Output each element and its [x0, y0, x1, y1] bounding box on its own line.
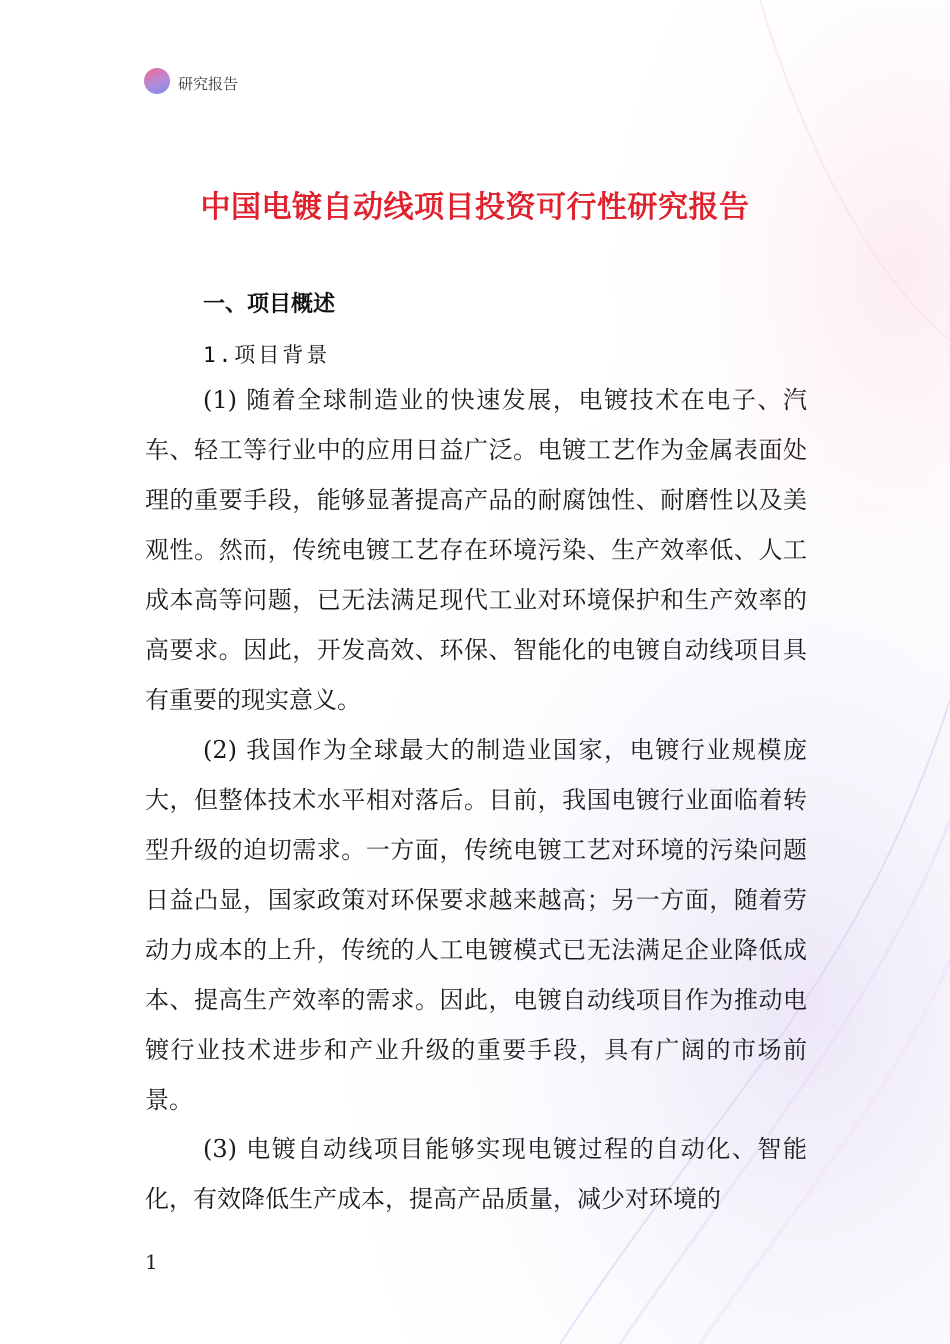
logo-icon: [144, 68, 170, 94]
section-heading: 一、项目概述: [203, 292, 336, 317]
page-number: 1: [145, 1250, 158, 1274]
header-label: 研究报告: [178, 75, 239, 93]
paragraph-2: (2) 我国作为全球最大的制造业国家，电镀行业规模庞大，但整体技术水平相对落后。目前，我国电镀行业面临着转型升级的迫切需求。一方面，传统电镀工艺对环境的污染问题日益凸显，国家政策对环保要求越来越高；另一方面，随着劳动力成本的上升，传统的人工电镀模式已无法满足企业降低成本、提高生产效率的需求。因此，电镀自动线项目作为推动电镀行业技术进步和产业升级的重要手段，具有广阔的市场前景。: [145, 736, 807, 1114]
document-title: 中国电镀自动线项目投资可行性研究报告: [200, 190, 750, 225]
paragraph-1: (1) 随着全球制造业的快速发展，电镀技术在电子、汽车、轻工等行业中的应用日益广泛。电镀工艺作为金属表面处理的重要手段，能够显著提高产品的耐腐蚀性、耐磨性以及美观性。然而，传统电镀工艺存在环境污染、生产效率低、人工成本高等问题，已无法满足现代工业对环境保护和生产效率的高要求。因此，开发高效、环保、智能化的电镀自动线项目具有重要的现实意义。: [145, 386, 807, 714]
paragraph-3: (3) 电镀自动线项目能够实现电镀过程的自动化、智能化，有效降低生产成本，提高产品质量，减少对环境的: [145, 1135, 807, 1213]
sub-heading: 1.项目背景: [203, 343, 331, 367]
